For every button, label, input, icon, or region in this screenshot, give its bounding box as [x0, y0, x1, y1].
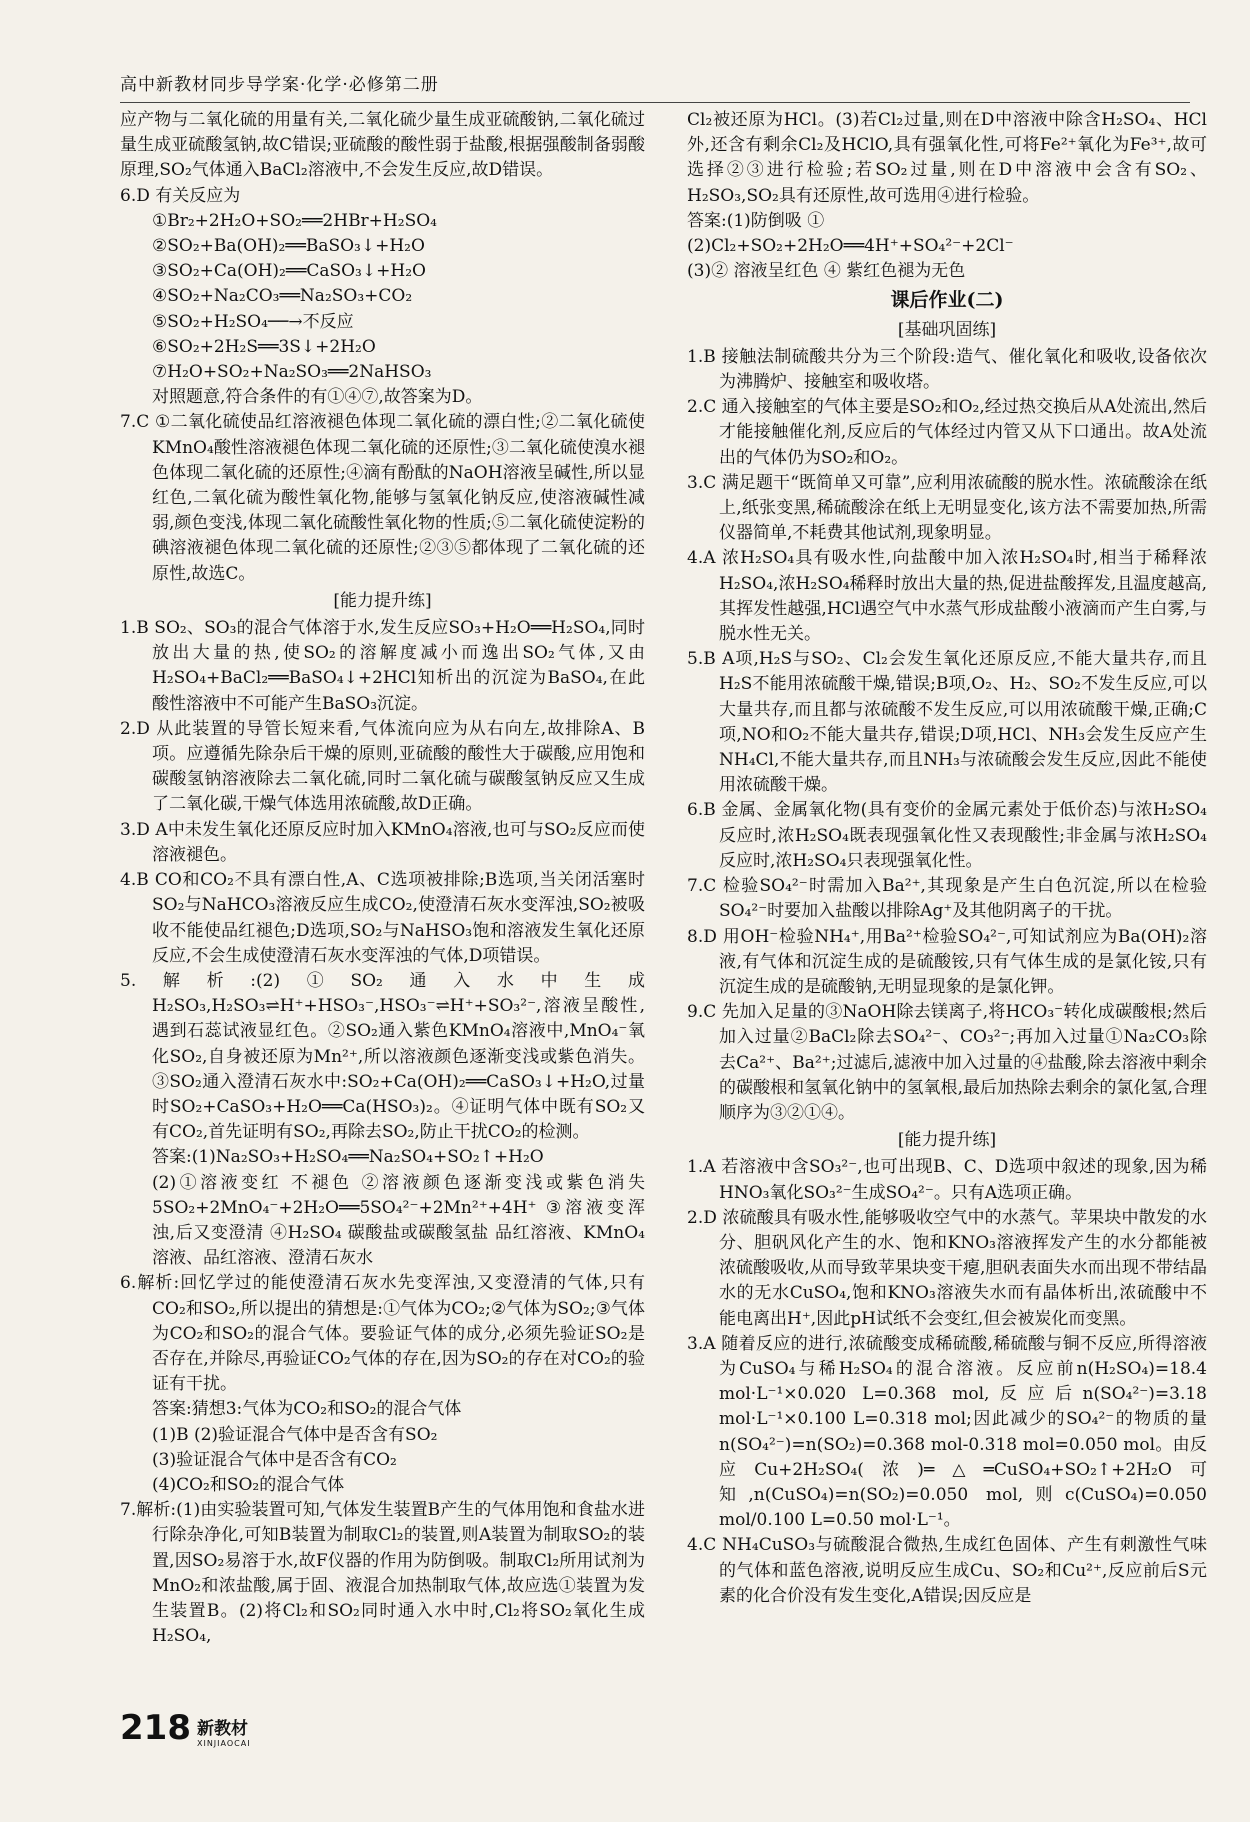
answer-paragraph: 1.A 若溶液中含SO₃²⁻,也可出现B、C、D选项中叙述的现象,因为稀HNO₃氧化SO₃²⁻生成SO₄²⁻。只有A选项正确。 [687, 1157, 1207, 1203]
answer-paragraph: 4.A 浓H₂SO₄具有吸水性,向盐酸中加入浓H₂SO₄时,相当于稀释浓H₂SO₄,浓H₂SO₄稀释时放出大量的热,促进盐酸挥发,且温度越高,其挥发性越强,HCl遇空气中水蒸气形成盐酸小液滴而产生白雾,与脱水性无关。 [687, 548, 1207, 645]
answer-paragraph: 2.D 浓硫酸具有吸水性,能够吸收空气中的水蒸气。苹果块中散发的水分、胆矾风化产生的水、饱和KNO₃溶液挥发产生的水分都能被浓硫酸吸收,从而导致苹果块变干瘪,胆矾表面失水而出现不带结晶水的无水CuSO₄,饱和KNO₃溶液失水而有晶体析出,浓硫酸中不能电离出H⁺,因此pH试纸不会变红,但会被炭化而变黑。 [687, 1207, 1207, 1329]
answer-paragraph: 9.C 先加入足量的③NaOH除去镁离子,将HCO₃⁻转化成碳酸根;然后加入过量②BaCl₂除去SO₄²⁻、CO₃²⁻;再加入过量①Na₂CO₃除去Ca²⁺、Ba²⁺;过滤后,滤液中加入过量的④盐酸,除去溶液中剩余的碳酸根和氢氧化钠中的氢氧根,最后加热除去剩余的氯化氢,合理顺序为③②①④。 [687, 1002, 1207, 1123]
answer-paragraph: (4)CO₂和SO₂的混合气体 [152, 1474, 345, 1495]
answer-paragraph: 5.解析:(2)①SO₂通入水中生成H₂SO₃,H₂SO₃⇌H⁺+HSO₃⁻,HSO₃⁻⇌H⁺+SO₃²⁻,溶液呈酸性,遇到石蕊试液显红色。②SO₂通入紫色KMnO₄溶液中,MnO₄⁻氧化SO₂,自身被还原为Mn²⁺,所以溶液颜色逐渐变浅或紫色消失。③SO₂通入澄清石灰水中:SO₂+Ca(OH)₂══CaSO₃↓+H₂O,过量时SO₂+CaSO₃+H₂O══Ca(HSO₃)₂。④证明气体中既有SO₂又有CO₂,首先证明有SO₂,再除去SO₂,防止干扰CO₂的检测。 [120, 970, 645, 1143]
answer-paragraph: 3.C 满足题干“既简单又可靠”,应利用浓硫酸的脱水性。浓硫酸涂在纸上,纸张变黑,稀硫酸涂在纸上无明显变化,该方法不需要加热,所需仪器简单,不耗费其他试剂,现象明显。 [687, 472, 1207, 544]
brand-logo [197, 1714, 251, 1748]
brand-name: 新教材 [196, 1719, 248, 1739]
answer-paragraph: ⑦H₂O+SO₂+Na₂SO₃══2NaHSO₃ [152, 362, 432, 383]
answer-paragraph: ⑤SO₂+H₂SO₄──→不反应 [152, 311, 354, 332]
answer-paragraph: 2.D 从此装置的导管长短来看,气体流向应为从右向左,故排除A、B项。应遵循先除杂后干燥的原则,亚硫酸的酸性大于碳酸,应用饱和碳酸氢钠溶液除去二氧化硫,同时二氧化硫与碳酸氢钠反应又生成了二氧化碳,干燥气体选用浓硫酸,故D正确。 [120, 718, 645, 815]
answer-paragraph: 6.解析:回忆学过的能使澄清石灰水先变浑浊,又变澄清的气体,只有CO₂和SO₂,所以提出的猜想是:①气体为CO₂;②气体为SO₂;③气体为CO₂和SO₂的混合气体。要验证气体的成分,必须先验证SO₂是否存在,并除尽,再验证CO₂气体的存在,因为SO₂的存在对CO₂的验证有干扰。 [120, 1273, 645, 1395]
answer-paragraph: 8.D 用OH⁻检验NH₄⁺,用Ba²⁺检验SO₄²⁻,可知试剂应为Ba(OH)₂溶液,有气体和沉淀生成的是硫酸铵,只有气体生成的是氯化铵,只有沉淀生成的是硫酸钠,无明显现象的是氯化钾。 [687, 926, 1207, 997]
answer-paragraph: 答案:猜想3:气体为CO₂和SO₂的混合气体 [152, 1399, 462, 1420]
answer-paragraph: 1.B SO₂、SO₃的混合气体溶于水,发生反应SO₃+H₂O══H₂SO₄,同时放出大量的热,使SO₂的溶解度减小而逸出SO₂气体,又由H₂SO₄+BaCl₂══BaSO₄↓+2HCl知析出的沉淀为BaSO₄,在此酸性溶液中不可能产生BaSO₃沉淀。 [120, 618, 645, 714]
answer-paragraph: (2)①溶液变红 不褪色 ②溶液颜色逐渐变浅或紫色消失 5SO₂+2MnO₄⁻+2H₂O══5SO₄²⁻+2Mn²⁺+4H⁺ ③溶液变浑浊,后又变澄清 ④H₂SO₄ 碳酸盐或碳酸氢盐 品红溶液、KMnO₄溶液、品红溶液、澄清石灰水 [152, 1172, 645, 1269]
header-divider [120, 102, 1190, 103]
answer-paragraph: 7.C 检验SO₄²⁻时需加入Ba²⁺,其现象是产生白色沉淀,所以在检验SO₄²⁻时要加入盐酸以排除Ag⁺及其他阴离子的干扰。 [687, 876, 1207, 922]
answer-paragraph: 答案:(1)Na₂SO₃+H₂SO₄══Na₂SO₄+SO₂↑+H₂O [152, 1147, 544, 1168]
answer-paragraph: 答案:(1)防倒吸 ① [687, 210, 825, 231]
answer-paragraph: (3)② 溶液呈红色 ④ 紫红色褪为无色 [687, 261, 966, 282]
answer-paragraph: (2)Cl₂+SO₂+2H₂O══4H⁺+SO₄²⁻+2Cl⁻ [687, 236, 1014, 257]
answer-paragraph: ③SO₂+Ca(OH)₂══CaSO₃↓+H₂O [152, 261, 426, 282]
page-number: 218 [120, 1708, 191, 1748]
answer-paragraph: 4.B CO和CO₂不具有漂白性,A、C选项被排除;B选项,当关闭活塞时SO₂与NaHCO₃溶液反应生成CO₂,使澄清石灰水变浑浊,SO₂被吸收不能使品红褪色;D选项,SO₂与NaHSO₃饱和溶液发生氧化还原反应,不会生成使澄清石灰水变浑浊的气体,D项错误。 [120, 870, 645, 966]
answer-paragraph: 6.D 有关反应为 [120, 185, 241, 206]
answer-paragraph: 应产物与二氧化硫的用量有关,二氧化硫少量生成亚硫酸钠,二氧化硫过量生成亚硫酸氢钠,故C错误;亚硫酸的酸性弱于盐酸,根据强酸制备弱酸原理,SO₂气体通入BaCl₂溶液中,不会发生反应,故D错误。 [120, 110, 645, 181]
section-heading: 课后作业(二) [890, 289, 1004, 312]
answer-paragraph: ②SO₂+Ba(OH)₂══BaSO₃↓+H₂O [152, 236, 425, 257]
answer-paragraph: 对照题意,符合条件的有①④⑦,故答案为D。 [152, 387, 483, 408]
answer-paragraph: 4.C NH₄CuSO₃与硫酸混合微热,生成红色固体、产生有刺激性气味的气体和蓝色溶液,说明反应生成Cu、SO₂和Cu²⁺,反应前后S元素的化合价没有发生变化,A错误;因反应是 [687, 1535, 1207, 1606]
running-header: 高中新教材同步导学案·化学·必修第二册 [120, 75, 439, 95]
answer-paragraph: 5.B A项,H₂S与SO₂、Cl₂会发生氧化还原反应,不能大量共存,而且H₂S不能用浓硫酸干燥,错误;B项,O₂、H₂、SO₂不发生反应,可以大量共存,而且都与浓硫酸不发生反应,可以用浓硫酸干燥,正确;C项,NO和O₂不能大量共存,错误;D项,HCl、NH₃会发生反应产生NH₄Cl,不能大量共存,而且NH₃与浓硫酸会发生反应,因此不能使用浓硫酸干燥。 [687, 649, 1207, 796]
answer-paragraph: Cl₂被还原为HCl。(3)若Cl₂过量,则在D中溶液中除含H₂SO₄、HCl外,还含有剩余Cl₂及HClO,具有强氧化性,可将Fe²⁺氧化为Fe³⁺,故可选择②③进行检验;若SO₂过量,则在D中溶液中会含有SO₂、H₂SO₃,SO₂具有还原性,故可选用④进行检验。 [687, 110, 1207, 206]
answer-paragraph: 3.A 随着反应的进行,浓硫酸变成稀硫酸,稀硫酸与铜不反应,所得溶液为CuSO₄与稀H₂SO₄的混合溶液。反应前n(H₂SO₄)=18.4 mol·L⁻¹×0.020 L=0.368 mol,反应后n(SO₄²⁻)=3.18 mol·L⁻¹×0.100 L=0.318 mol;因此减少的SO₄²⁻的物质的量n(SO₄²⁻)=n(SO₂)=0.368 mol-0.318 mol=0.050 mol。由反应Cu+2H₂SO₄(浓)═△═CuSO₄+SO₂↑+2H₂O可知,n(CuSO₄)=n(SO₂)=0.050 mol,则c(CuSO₄)=0.050 mol/0.100 L=0.50 mol·L⁻¹。 [687, 1333, 1207, 1531]
answer-paragraph: ④SO₂+Na₂CO₃══Na₂SO₃+CO₂ [152, 286, 413, 307]
answer-paragraph: (3)验证混合气体中是否含有CO₂ [152, 1449, 397, 1470]
answer-paragraph: 1.B 接触法制硫酸共分为三个阶段:造气、催化氧化和吸收,设备依次为沸腾炉、接触室和吸收塔。 [687, 346, 1207, 393]
answer-paragraph: 6.B 金属、金属氧化物(具有变价的金属元素处于低价态)与浓H₂SO₄反应时,浓H₂SO₄既表现强氧化性又表现酸性;非金属与浓H₂SO₄反应时,浓H₂SO₄只表现强氧化性。 [687, 800, 1207, 871]
answer-paragraph: 7.解析:(1)由实验装置可知,气体发生装置B产生的气体用饱和食盐水进行除杂净化,可知B装置为制取Cl₂的装置,则A装置为制取SO₂的装置,因SO₂易溶于水,故F仪器的作用为防倒吸。制取Cl₂所用试剂为MnO₂和浓盐酸,属于固、液混合加热制取气体,故应选①装置为发生装置B。(2)将Cl₂和SO₂同时通入水中时,Cl₂将SO₂氧化生成H₂SO₄, [120, 1500, 645, 1647]
answer-paragraph: 2.C 通入接触室的气体主要是SO₂和O₂,经过热交换后从A处流出,然后才能接触催化剂,反应后的气体经过内管又从下口通出。故A处流出的气体仍为SO₂和O₂。 [687, 397, 1207, 468]
left-column [120, 108, 645, 1649]
brand-name-pinyin: XINJIAOCAI [196, 1739, 251, 1748]
section-heading: [能力提升练] [333, 590, 432, 611]
section-heading: [基础巩固练] [897, 319, 997, 340]
right-column [687, 108, 1207, 1609]
answer-paragraph: ⑥SO₂+2H₂S══3S↓+2H₂O [152, 336, 376, 357]
answer-paragraph: 3.D A中未发生氧化还原反应时加入KMnO₄溶液,也可与SO₂反应而使溶液褪色。 [120, 819, 645, 865]
section-heading: [能力提升练] [897, 1130, 997, 1151]
answer-paragraph: (1)B (2)验证混合气体中是否含有SO₂ [152, 1424, 438, 1445]
answer-paragraph: 7.C ①二氧化硫使品红溶液褪色体现二氧化硫的漂白性;②二氧化硫使KMnO₄酸性溶液褪色体现二氧化硫的还原性;③二氧化硫使溴水褪色体现二氧化硫的还原性;④滴有酚酞的NaOH溶液呈碱性,所以显红色,二氧化硫为酸性氧化物,能够与氢氧化钠反应,使溶液碱性减弱,颜色变浅,体现二氧化硫酸性氧化物的性质;⑤二氧化硫使淀粉的碘溶液褪色体现二氧化硫的还原性;②③⑤都体现了二氧化硫的还原性,故选C。 [120, 412, 645, 584]
answer-paragraph: ①Br₂+2H₂O+SO₂══2HBr+H₂SO₄ [152, 210, 437, 231]
page-footer [120, 1708, 251, 1748]
